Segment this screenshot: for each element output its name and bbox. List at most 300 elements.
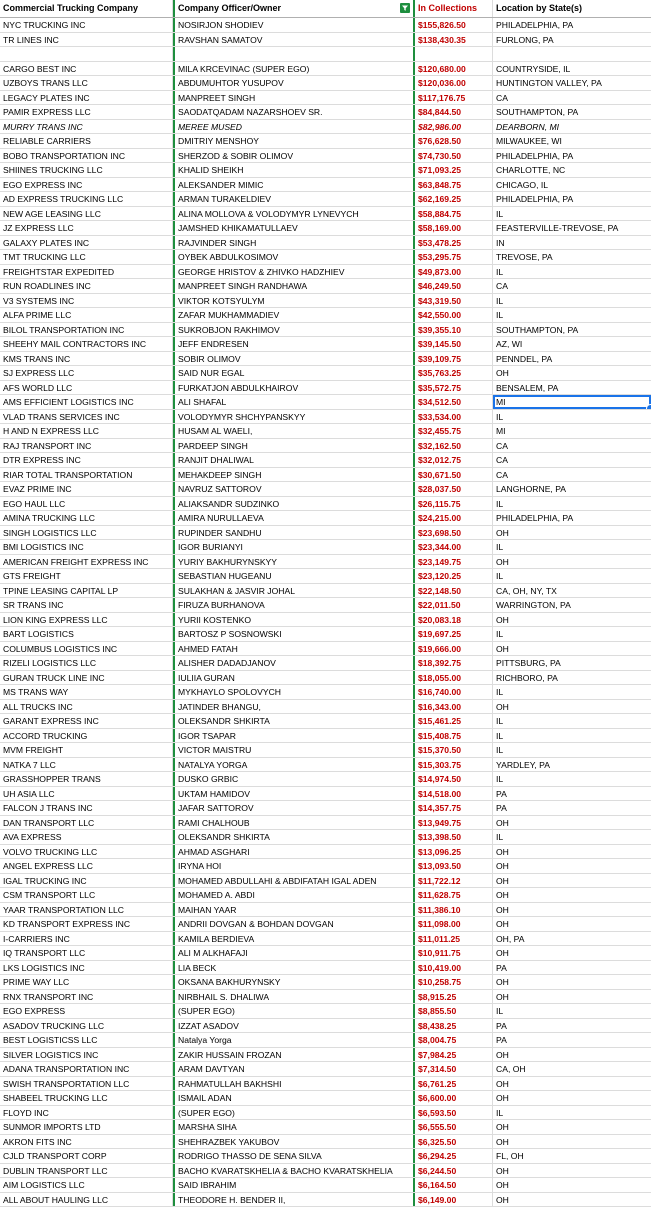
company-cell[interactable]: NEW AGE LEASING LLC bbox=[0, 207, 173, 221]
owner-cell[interactable]: ARMAN TURAKELDIEV bbox=[173, 192, 415, 206]
owner-cell[interactable]: NIRBHAIL S. DHALIWA bbox=[173, 990, 415, 1004]
location-cell[interactable]: RICHBORO, PA bbox=[493, 671, 651, 685]
owner-cell[interactable]: MAIHAN YAAR bbox=[173, 903, 415, 917]
owner-cell[interactable]: UKTAM HAMIDOV bbox=[173, 787, 415, 801]
collections-cell[interactable]: $10,911.75 bbox=[415, 946, 493, 960]
collections-cell[interactable]: $8,915.25 bbox=[415, 990, 493, 1004]
owner-cell[interactable]: OLEKSANDR SHKIRTA bbox=[173, 830, 415, 844]
location-cell[interactable]: OH bbox=[493, 1048, 651, 1062]
location-cell[interactable]: IL bbox=[493, 685, 651, 699]
location-cell[interactable]: FURLONG, PA bbox=[493, 33, 651, 47]
location-cell[interactable]: OH bbox=[493, 1077, 651, 1091]
company-cell[interactable]: LEGACY PLATES INC bbox=[0, 91, 173, 105]
company-cell[interactable]: SHABEEL TRUCKING LLC bbox=[0, 1091, 173, 1105]
location-cell[interactable]: PITTSBURG, PA bbox=[493, 656, 651, 670]
collections-cell[interactable]: $6,555.50 bbox=[415, 1120, 493, 1134]
collections-cell[interactable]: $10,258.75 bbox=[415, 975, 493, 989]
location-cell[interactable]: OH bbox=[493, 975, 651, 989]
company-cell[interactable]: TR LINES INC bbox=[0, 33, 173, 47]
collections-cell[interactable]: $6,593.50 bbox=[415, 1106, 493, 1120]
location-cell[interactable]: OH bbox=[493, 642, 651, 656]
location-cell[interactable]: IL bbox=[493, 569, 651, 583]
owner-cell[interactable]: AHMED FATAH bbox=[173, 642, 415, 656]
location-cell[interactable]: IL bbox=[493, 294, 651, 308]
location-cell[interactable]: IL bbox=[493, 830, 651, 844]
collections-cell[interactable]: $46,249.50 bbox=[415, 279, 493, 293]
owner-cell[interactable]: MANPREET SINGH bbox=[173, 91, 415, 105]
location-cell[interactable]: CHICAGO, IL bbox=[493, 178, 651, 192]
location-cell[interactable]: CA bbox=[493, 468, 651, 482]
owner-cell[interactable]: ALI SHAFAL bbox=[173, 395, 415, 409]
company-cell[interactable]: VLAD TRANS SERVICES INC bbox=[0, 410, 173, 424]
company-cell[interactable]: AKRON FITS INC bbox=[0, 1135, 173, 1149]
company-cell[interactable]: AD EXPRESS TRUCKING LLC bbox=[0, 192, 173, 206]
location-cell[interactable]: FL, OH bbox=[493, 1149, 651, 1163]
company-cell[interactable]: BEST LOGISTICSS LLC bbox=[0, 1033, 173, 1047]
location-cell[interactable]: OH bbox=[493, 555, 651, 569]
location-cell[interactable]: AZ, WI bbox=[493, 337, 651, 351]
location-cell[interactable]: IN bbox=[493, 236, 651, 250]
location-cell[interactable]: OH bbox=[493, 816, 651, 830]
collections-cell[interactable]: $117,176.75 bbox=[415, 91, 493, 105]
company-cell[interactable]: GARANT EXPRESS INC bbox=[0, 714, 173, 728]
owner-cell[interactable]: IZZAT ASADOV bbox=[173, 1019, 415, 1033]
header-collections[interactable]: In Collections bbox=[415, 0, 493, 17]
company-cell[interactable]: FLOYD INC bbox=[0, 1106, 173, 1120]
owner-cell[interactable]: SEBASTIAN HUGEANU bbox=[173, 569, 415, 583]
owner-cell[interactable]: ARAM DAVTYAN bbox=[173, 1062, 415, 1076]
owner-cell[interactable]: (SUPER EGO) bbox=[173, 1106, 415, 1120]
collections-cell[interactable]: $62,169.25 bbox=[415, 192, 493, 206]
collections-cell[interactable]: $32,455.75 bbox=[415, 424, 493, 438]
company-cell[interactable]: CARGO BEST INC bbox=[0, 62, 173, 76]
location-cell[interactable]: YARDLEY, PA bbox=[493, 758, 651, 772]
owner-cell[interactable]: LIA BECK bbox=[173, 961, 415, 975]
location-cell[interactable]: HUNTINGTON VALLEY, PA bbox=[493, 76, 651, 90]
company-cell[interactable]: KMS TRANS INC bbox=[0, 352, 173, 366]
company-cell[interactable]: VOLVO TRUCKING LLC bbox=[0, 845, 173, 859]
company-cell[interactable]: RUN ROADLINES INC bbox=[0, 279, 173, 293]
location-cell[interactable]: PA bbox=[493, 801, 651, 815]
owner-cell[interactable]: OYBEK ABDULKOSIMOV bbox=[173, 250, 415, 264]
collections-cell[interactable]: $19,697.25 bbox=[415, 627, 493, 641]
owner-cell[interactable]: IRYNA HOI bbox=[173, 859, 415, 873]
company-cell[interactable]: RIAR TOTAL TRANSPORTATION bbox=[0, 468, 173, 482]
collections-cell[interactable]: $15,461.25 bbox=[415, 714, 493, 728]
location-cell[interactable]: TREVOSE, PA bbox=[493, 250, 651, 264]
collections-cell[interactable]: $11,011.25 bbox=[415, 932, 493, 946]
collections-cell[interactable]: $138,430.35 bbox=[415, 33, 493, 47]
owner-cell[interactable]: SHERZOD & SOBIR OLIMOV bbox=[173, 149, 415, 163]
collections-cell[interactable]: $6,600.00 bbox=[415, 1091, 493, 1105]
collections-cell[interactable]: $74,730.50 bbox=[415, 149, 493, 163]
owner-cell[interactable]: IULIIA GURAN bbox=[173, 671, 415, 685]
company-cell[interactable]: YAAR TRANSPORTATION LLC bbox=[0, 903, 173, 917]
company-cell[interactable]: AMINA TRUCKING LLC bbox=[0, 511, 173, 525]
owner-cell[interactable]: AMIRA NURULLAEVA bbox=[173, 511, 415, 525]
collections-cell[interactable]: $14,518.00 bbox=[415, 787, 493, 801]
company-cell[interactable]: ALL TRUCKS INC bbox=[0, 700, 173, 714]
header-owner[interactable] bbox=[173, 0, 415, 17]
location-cell[interactable]: OH bbox=[493, 1135, 651, 1149]
collections-cell[interactable]: $11,098.00 bbox=[415, 917, 493, 931]
owner-cell[interactable]: SAID IBRAHIM bbox=[173, 1178, 415, 1192]
collections-cell[interactable]: $6,294.25 bbox=[415, 1149, 493, 1163]
location-cell[interactable]: OH bbox=[493, 366, 651, 380]
location-cell[interactable]: OH bbox=[493, 1164, 651, 1178]
owner-cell[interactable]: MOHAMED A. ABDI bbox=[173, 888, 415, 902]
collections-cell[interactable]: $15,370.50 bbox=[415, 743, 493, 757]
company-cell[interactable]: EVAZ PRIME INC bbox=[0, 482, 173, 496]
collections-cell[interactable]: $16,740.00 bbox=[415, 685, 493, 699]
collections-cell[interactable]: $23,149.75 bbox=[415, 555, 493, 569]
company-cell[interactable]: DTR EXPRESS INC bbox=[0, 453, 173, 467]
owner-cell[interactable]: BACHO KVARATSKHELIA & BACHO KVARATSKHELIA bbox=[173, 1164, 415, 1178]
collections-cell[interactable]: $30,671.50 bbox=[415, 468, 493, 482]
owner-cell[interactable]: SHEHRAZBEK YAKUBOV bbox=[173, 1135, 415, 1149]
owner-cell[interactable]: RAVSHAN SAMATOV bbox=[173, 33, 415, 47]
company-cell[interactable]: CSM TRANSPORT LLC bbox=[0, 888, 173, 902]
collections-cell[interactable]: $49,873.00 bbox=[415, 265, 493, 279]
location-cell[interactable]: OH bbox=[493, 613, 651, 627]
location-cell[interactable]: PHILADELPHIA, PA bbox=[493, 18, 651, 32]
company-cell[interactable]: IQ TRANSPORT LLC bbox=[0, 946, 173, 960]
owner-cell[interactable]: MARSHA SIHA bbox=[173, 1120, 415, 1134]
company-cell[interactable]: SJ EXPRESS LLC bbox=[0, 366, 173, 380]
collections-cell[interactable]: $71,093.25 bbox=[415, 163, 493, 177]
company-cell[interactable]: ALL ABOUT HAULING LLC bbox=[0, 1193, 173, 1207]
collections-cell[interactable]: $24,215.00 bbox=[415, 511, 493, 525]
owner-cell[interactable]: ABDUMUHTOR YUSUPOV bbox=[173, 76, 415, 90]
header-company[interactable]: Commercial Trucking Company bbox=[0, 0, 173, 17]
owner-cell[interactable]: RAHMATULLAH BAKHSHI bbox=[173, 1077, 415, 1091]
company-cell[interactable]: IGAL TRUCKING INC bbox=[0, 874, 173, 888]
location-cell[interactable]: LANGHORNE, PA bbox=[493, 482, 651, 496]
owner-cell[interactable]: (SUPER EGO) bbox=[173, 1004, 415, 1018]
owner-cell[interactable]: RAJVINDER SINGH bbox=[173, 236, 415, 250]
location-cell[interactable]: OH bbox=[493, 946, 651, 960]
company-cell[interactable]: CJLD TRANSPORT CORP bbox=[0, 1149, 173, 1163]
company-cell[interactable]: SHEEHY MAIL CONTRACTORS INC bbox=[0, 337, 173, 351]
location-cell[interactable]: OH bbox=[493, 888, 651, 902]
owner-cell[interactable]: ISMAIL ADAN bbox=[173, 1091, 415, 1105]
owner-cell[interactable]: THEODORE H. BENDER II, bbox=[173, 1193, 415, 1207]
company-cell[interactable]: RIZELI LOGISTICS LLC bbox=[0, 656, 173, 670]
collections-cell[interactable]: $6,164.50 bbox=[415, 1178, 493, 1192]
collections-cell[interactable]: $11,628.75 bbox=[415, 888, 493, 902]
company-cell[interactable]: GTS FREIGHT bbox=[0, 569, 173, 583]
company-cell[interactable]: PRIME WAY LLC bbox=[0, 975, 173, 989]
owner-cell[interactable]: JEFF ENDRESEN bbox=[173, 337, 415, 351]
location-cell[interactable]: PHILADELPHIA, PA bbox=[493, 149, 651, 163]
company-cell[interactable]: MVM FREIGHT bbox=[0, 743, 173, 757]
location-cell[interactable]: IL bbox=[493, 729, 651, 743]
company-cell[interactable] bbox=[0, 47, 173, 61]
location-cell[interactable]: PHILADELPHIA, PA bbox=[493, 192, 651, 206]
company-cell[interactable]: SR TRANS INC bbox=[0, 598, 173, 612]
location-cell[interactable]: PA bbox=[493, 961, 651, 975]
location-cell[interactable]: SOUTHAMPTON, PA bbox=[493, 105, 651, 119]
company-cell[interactable]: LKS LOGISTICS INC bbox=[0, 961, 173, 975]
collections-cell[interactable]: $16,343.00 bbox=[415, 700, 493, 714]
location-cell[interactable]: IL bbox=[493, 265, 651, 279]
owner-cell[interactable]: NOSIRJON SHODIEV bbox=[173, 18, 415, 32]
owner-cell[interactable]: SAID NUR EGAL bbox=[173, 366, 415, 380]
location-cell[interactable]: OH bbox=[493, 1178, 651, 1192]
company-cell[interactable]: RELIABLE CARRIERS bbox=[0, 134, 173, 148]
location-cell[interactable]: OH bbox=[493, 1091, 651, 1105]
company-cell[interactable]: AMERICAN FREIGHT EXPRESS INC bbox=[0, 555, 173, 569]
collections-cell[interactable]: $42,550.00 bbox=[415, 308, 493, 322]
company-cell[interactable]: EGO HAUL LLC bbox=[0, 497, 173, 511]
location-cell[interactable]: WARRINGTON, PA bbox=[493, 598, 651, 612]
owner-cell[interactable]: DMITRIY MENSHOY bbox=[173, 134, 415, 148]
location-cell[interactable]: IL bbox=[493, 308, 651, 322]
location-cell[interactable]: OH bbox=[493, 845, 651, 859]
owner-cell[interactable]: SAODATQADAM NAZARSHOEV SR. bbox=[173, 105, 415, 119]
collections-cell[interactable]: $23,120.25 bbox=[415, 569, 493, 583]
owner-cell[interactable]: VOLODYMYR SHCHYPANSKYY bbox=[173, 410, 415, 424]
location-cell[interactable]: OH bbox=[493, 1120, 651, 1134]
location-cell[interactable]: IL bbox=[493, 540, 651, 554]
selected-cell[interactable]: MI bbox=[493, 395, 651, 409]
owner-cell[interactable]: PARDEEP SINGH bbox=[173, 439, 415, 453]
location-cell[interactable]: COUNTRYSIDE, IL bbox=[493, 62, 651, 76]
company-cell[interactable]: PAMIR EXPRESS LLC bbox=[0, 105, 173, 119]
owner-cell[interactable]: IGOR BURIANYI bbox=[173, 540, 415, 554]
owner-cell[interactable]: MILA KRCEVINAC (SUPER EGO) bbox=[173, 62, 415, 76]
owner-cell[interactable]: GEORGE HRISTOV & ZHIVKO HADZHIEV bbox=[173, 265, 415, 279]
collections-cell[interactable]: $120,680.00 bbox=[415, 62, 493, 76]
company-cell[interactable]: SWISH TRANSPORTATION LLC bbox=[0, 1077, 173, 1091]
company-cell[interactable]: UH ASIA LLC bbox=[0, 787, 173, 801]
company-cell[interactable]: ALFA PRIME LLC bbox=[0, 308, 173, 322]
location-cell[interactable]: OH bbox=[493, 1193, 651, 1207]
collections-cell[interactable]: $6,761.25 bbox=[415, 1077, 493, 1091]
company-cell[interactable]: NATKA 7 LLC bbox=[0, 758, 173, 772]
company-cell[interactable]: ACCORD TRUCKING bbox=[0, 729, 173, 743]
owner-cell[interactable]: DUSKO GRBIC bbox=[173, 772, 415, 786]
company-cell[interactable]: COLUMBUS LOGISTICS INC bbox=[0, 642, 173, 656]
company-cell[interactable]: BMI LOGISTICS INC bbox=[0, 540, 173, 554]
owner-cell[interactable]: SUKROBJON RAKHIMOV bbox=[173, 323, 415, 337]
location-cell[interactable]: OH bbox=[493, 874, 651, 888]
fill-handle[interactable] bbox=[646, 404, 651, 409]
owner-cell[interactable]: KHALID SHEIKH bbox=[173, 163, 415, 177]
company-cell[interactable]: AMS EFFICIENT LOGISTICS INC bbox=[0, 395, 173, 409]
owner-cell[interactable]: Natalya Yorga bbox=[173, 1033, 415, 1047]
location-cell[interactable]: PHILADELPHIA, PA bbox=[493, 511, 651, 525]
location-cell[interactable]: CHARLOTTE, NC bbox=[493, 163, 651, 177]
location-cell[interactable]: CA bbox=[493, 279, 651, 293]
collections-cell[interactable]: $6,325.50 bbox=[415, 1135, 493, 1149]
collections-cell[interactable]: $11,386.10 bbox=[415, 903, 493, 917]
company-cell[interactable]: FALCON J TRANS INC bbox=[0, 801, 173, 815]
company-cell[interactable]: UZBOYS TRANS LLC bbox=[0, 76, 173, 90]
owner-cell[interactable]: SULAKHAN & JASVIR JOHAL bbox=[173, 584, 415, 598]
location-cell[interactable]: IL bbox=[493, 410, 651, 424]
collections-cell[interactable]: $13,093.50 bbox=[415, 859, 493, 873]
owner-cell[interactable]: JAMSHED KHIKAMATULLAEV bbox=[173, 221, 415, 235]
location-cell[interactable]: IL bbox=[493, 1106, 651, 1120]
collections-cell[interactable]: $15,303.75 bbox=[415, 758, 493, 772]
owner-cell[interactable]: NAVRUZ SATTOROV bbox=[173, 482, 415, 496]
collections-cell[interactable]: $14,357.75 bbox=[415, 801, 493, 815]
location-cell[interactable]: DEARBORN, MI bbox=[493, 120, 651, 134]
company-cell[interactable]: I-CARRIERS INC bbox=[0, 932, 173, 946]
owner-cell[interactable]: MYKHAYLO SPOLOVYCH bbox=[173, 685, 415, 699]
collections-cell[interactable]: $43,319.50 bbox=[415, 294, 493, 308]
company-cell[interactable]: SHIINES TRUCKING LLC bbox=[0, 163, 173, 177]
location-cell[interactable]: FEASTERVILLE-TREVOSE, PA bbox=[493, 221, 651, 235]
collections-cell[interactable]: $32,012.75 bbox=[415, 453, 493, 467]
collections-cell[interactable]: $39,355.10 bbox=[415, 323, 493, 337]
owner-cell[interactable]: OLEKSANDR SHKIRTA bbox=[173, 714, 415, 728]
collections-cell[interactable]: $8,438.25 bbox=[415, 1019, 493, 1033]
collections-cell[interactable]: $84,844.50 bbox=[415, 105, 493, 119]
collections-cell[interactable]: $6,244.50 bbox=[415, 1164, 493, 1178]
company-cell[interactable]: TMT TRUCKING LLC bbox=[0, 250, 173, 264]
collections-cell[interactable]: $22,011.50 bbox=[415, 598, 493, 612]
collections-cell[interactable]: $23,344.00 bbox=[415, 540, 493, 554]
collections-cell[interactable]: $22,148.50 bbox=[415, 584, 493, 598]
collections-cell[interactable]: $10,419.00 bbox=[415, 961, 493, 975]
company-cell[interactable]: RAJ TRANSPORT INC bbox=[0, 439, 173, 453]
company-cell[interactable]: ASADOV TRUCKING LLC bbox=[0, 1019, 173, 1033]
company-cell[interactable]: GRASSHOPPER TRANS bbox=[0, 772, 173, 786]
location-cell[interactable]: OH bbox=[493, 917, 651, 931]
collections-cell[interactable]: $13,096.25 bbox=[415, 845, 493, 859]
owner-cell[interactable]: ANDRII DOVGAN & BOHDAN DOVGAN bbox=[173, 917, 415, 931]
location-cell[interactable]: IL bbox=[493, 772, 651, 786]
collections-cell[interactable]: $11,722.12 bbox=[415, 874, 493, 888]
company-cell[interactable]: TPINE LEASING CAPITAL LP bbox=[0, 584, 173, 598]
company-cell[interactable]: GALAXY PLATES INC bbox=[0, 236, 173, 250]
owner-cell[interactable]: HUSAM AL WAELI, bbox=[173, 424, 415, 438]
company-cell[interactable]: SUNMOR IMPORTS LTD bbox=[0, 1120, 173, 1134]
location-cell[interactable]: IL bbox=[493, 1004, 651, 1018]
collections-cell[interactable]: $18,055.00 bbox=[415, 671, 493, 685]
company-cell[interactable]: MURRY TRANS INC bbox=[0, 120, 173, 134]
company-cell[interactable]: H AND N EXPRESS LLC bbox=[0, 424, 173, 438]
header-location[interactable]: Location by State(s) bbox=[493, 0, 651, 17]
location-cell[interactable]: CA bbox=[493, 91, 651, 105]
company-cell[interactable]: BILOL TRANSPORTATION INC bbox=[0, 323, 173, 337]
location-cell[interactable]: IL bbox=[493, 207, 651, 221]
location-cell[interactable]: CA bbox=[493, 453, 651, 467]
owner-cell[interactable]: RUPINDER SANDHU bbox=[173, 526, 415, 540]
company-cell[interactable]: AIM LOGISTICS LLC bbox=[0, 1178, 173, 1192]
company-cell[interactable]: AFS WORLD LLC bbox=[0, 381, 173, 395]
collections-cell[interactable]: $7,984.25 bbox=[415, 1048, 493, 1062]
location-cell[interactable]: CA, OH bbox=[493, 1062, 651, 1076]
company-cell[interactable]: RNX TRANSPORT INC bbox=[0, 990, 173, 1004]
company-cell[interactable]: EGO EXPRESS bbox=[0, 1004, 173, 1018]
collections-cell[interactable]: $33,534.00 bbox=[415, 410, 493, 424]
collections-cell[interactable]: $53,478.25 bbox=[415, 236, 493, 250]
owner-cell[interactable]: YURII KOSTENKO bbox=[173, 613, 415, 627]
location-cell[interactable]: PA bbox=[493, 1033, 651, 1047]
owner-cell[interactable]: BARTOSZ P SOSNOWSKI bbox=[173, 627, 415, 641]
company-cell[interactable]: LION KING EXPRESS LLC bbox=[0, 613, 173, 627]
owner-cell[interactable]: MEREE MUSED bbox=[173, 120, 415, 134]
collections-cell[interactable]: $23,698.50 bbox=[415, 526, 493, 540]
collections-cell[interactable]: $76,628.50 bbox=[415, 134, 493, 148]
location-cell[interactable]: CA, OH, NY, TX bbox=[493, 584, 651, 598]
company-cell[interactable]: MS TRANS WAY bbox=[0, 685, 173, 699]
company-cell[interactable]: GURAN TRUCK LINE INC bbox=[0, 671, 173, 685]
company-cell[interactable]: ADANA TRANSPORTATION INC bbox=[0, 1062, 173, 1076]
owner-cell[interactable]: OKSANA BAKHURYNSKY bbox=[173, 975, 415, 989]
collections-cell[interactable]: $8,004.75 bbox=[415, 1033, 493, 1047]
collections-cell[interactable]: $35,763.25 bbox=[415, 366, 493, 380]
company-cell[interactable]: BOBO TRANSPORTATION INC bbox=[0, 149, 173, 163]
owner-cell[interactable]: FURKATJON ABDULKHAIROV bbox=[173, 381, 415, 395]
location-cell[interactable]: BENSALEM, PA bbox=[493, 381, 651, 395]
owner-cell[interactable]: ZAKIR HUSSAIN FROZAN bbox=[173, 1048, 415, 1062]
owner-cell[interactable]: VIKTOR KOTSYULYM bbox=[173, 294, 415, 308]
owner-cell[interactable]: ALEKSANDER MIMIC bbox=[173, 178, 415, 192]
owner-cell[interactable]: ALI M ALKHAFAJI bbox=[173, 946, 415, 960]
collections-cell[interactable]: $120,036.00 bbox=[415, 76, 493, 90]
location-cell[interactable]: IL bbox=[493, 497, 651, 511]
owner-cell[interactable]: RODRIGO THASSO DE SENA SILVA bbox=[173, 1149, 415, 1163]
location-cell[interactable]: IL bbox=[493, 627, 651, 641]
collections-cell[interactable]: $18,392.75 bbox=[415, 656, 493, 670]
owner-cell[interactable]: AHMAD ASGHARI bbox=[173, 845, 415, 859]
collections-cell[interactable]: $26,115.75 bbox=[415, 497, 493, 511]
location-cell[interactable]: OH, PA bbox=[493, 932, 651, 946]
location-cell[interactable]: OH bbox=[493, 526, 651, 540]
location-cell[interactable]: OH bbox=[493, 903, 651, 917]
collections-cell[interactable]: $63,848.75 bbox=[415, 178, 493, 192]
company-cell[interactable]: AVA EXPRESS bbox=[0, 830, 173, 844]
owner-cell[interactable]: MANPREET SINGH RANDHAWA bbox=[173, 279, 415, 293]
collections-cell[interactable]: $58,884.75 bbox=[415, 207, 493, 221]
location-cell[interactable]: SOUTHAMPTON, PA bbox=[493, 323, 651, 337]
collections-cell[interactable]: $32,162.50 bbox=[415, 439, 493, 453]
location-cell[interactable]: OH bbox=[493, 859, 651, 873]
collections-cell[interactable]: $28,037.50 bbox=[415, 482, 493, 496]
location-cell[interactable]: PENNDEL, PA bbox=[493, 352, 651, 366]
company-cell[interactable]: DUBLIN TRANSPORT LLC bbox=[0, 1164, 173, 1178]
company-cell[interactable]: FREIGHTSTAR EXPEDITED bbox=[0, 265, 173, 279]
company-cell[interactable]: EGO EXPRESS INC bbox=[0, 178, 173, 192]
collections-cell[interactable]: $155,826.50 bbox=[415, 18, 493, 32]
collections-cell[interactable]: $34,512.50 bbox=[415, 395, 493, 409]
location-cell[interactable]: IL bbox=[493, 743, 651, 757]
collections-cell[interactable]: $20,083.18 bbox=[415, 613, 493, 627]
company-cell[interactable]: ANGEL EXPRESS LLC bbox=[0, 859, 173, 873]
collections-cell[interactable]: $6,149.00 bbox=[415, 1193, 493, 1207]
owner-cell[interactable]: RANJIT DHALIWAL bbox=[173, 453, 415, 467]
owner-cell[interactable]: ALISHER DADADJANOV bbox=[173, 656, 415, 670]
collections-cell[interactable]: $58,169.00 bbox=[415, 221, 493, 235]
owner-cell[interactable]: SOBIR OLIMOV bbox=[173, 352, 415, 366]
company-cell[interactable]: SILVER LOGISTICS INC bbox=[0, 1048, 173, 1062]
owner-cell[interactable]: ALIAKSANDR SUDZINKO bbox=[173, 497, 415, 511]
owner-cell[interactable]: MEHAKDEEP SINGH bbox=[173, 468, 415, 482]
company-cell[interactable]: DAN TRANSPORT LLC bbox=[0, 816, 173, 830]
collections-cell[interactable]: $13,949.75 bbox=[415, 816, 493, 830]
collections-cell[interactable] bbox=[415, 47, 493, 61]
location-cell[interactable]: CA bbox=[493, 439, 651, 453]
collections-cell[interactable]: $8,855.50 bbox=[415, 1004, 493, 1018]
owner-cell[interactable]: MOHAMED ABDULLAHI & ABDIFATAH IGAL ADEN bbox=[173, 874, 415, 888]
owner-cell[interactable]: KAMILA BERDIEVA bbox=[173, 932, 415, 946]
company-cell[interactable]: NYC TRUCKING INC bbox=[0, 18, 173, 32]
collections-cell[interactable]: $15,408.75 bbox=[415, 729, 493, 743]
